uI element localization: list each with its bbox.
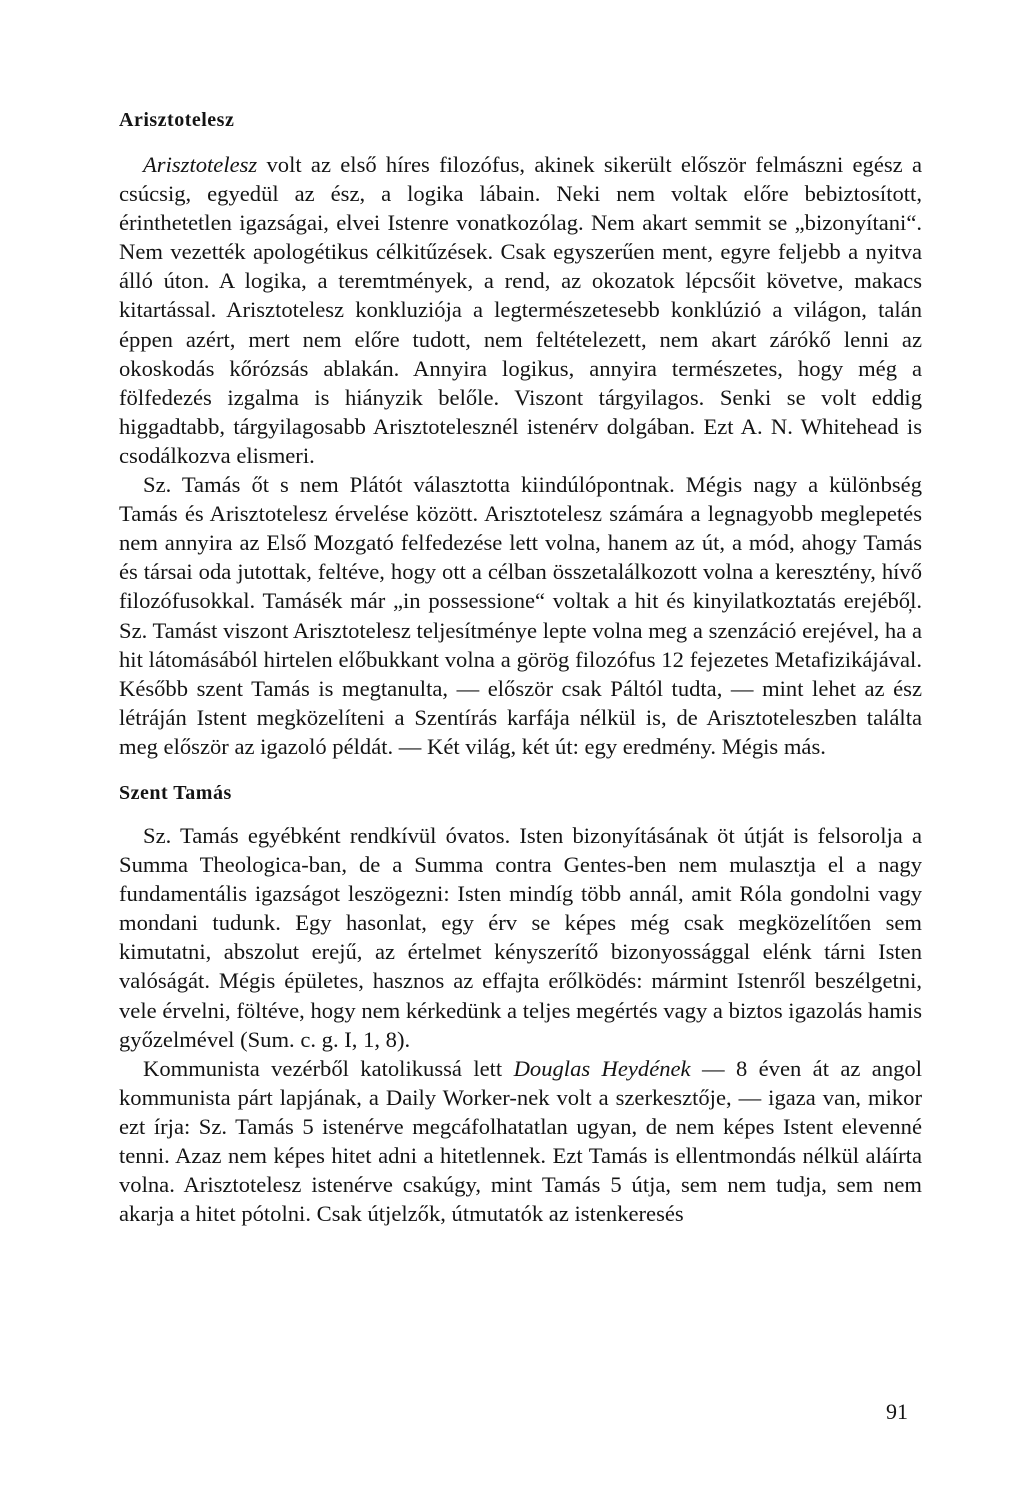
paragraph-1 [119,150,922,470]
paragraph-3: Sz. Tamás egyébként rendkívül óvatos. Isten bizonyításának öt útját is felsorolja a Summa Theologica-ban, de a Summa contra Gentes-ben nem mulasztja el a nagy fundamentális igazságot leszögezni: Isten mindíg több annál, amit Róla gondolni vagy mondani tudunk. Egy hasonlat, egy érv se képes még csak megközelítően sem kimutatni, abszolut erejű, az értelmet kényszerítő bizonyossággal elénk tárni Isten valóságát. Mégis épületes, hasznos az effajta erőlködés: mármint Istenről beszélgetni, vele érvelni, föltéve, hogy nem kérkedünk a teljes megértés vagy a biztos igazolás hamis győzelmével (Sum. c. g. I, 1, 8). [119,822,922,1052]
italic-name-arisztotelesz: Arisztotelesz [143,152,258,177]
page-body [119,108,922,1228]
section-heading-arisztotelesz: Arisztotelesz [119,109,235,131]
paragraph-4-lead: Kommunista vezérből katolikussá lett [143,1055,514,1081]
section-heading-szent-tamas: Szent Tamás [119,781,232,804]
page-number: 91 [886,1399,908,1424]
paragraph-4-text: — 8 éven át az angol kommunista párt lapjának, a Daily Worker-nek volt a szerkesztője, — igaza van, mikor ezt írja: Sz. Tamás 5 istenérve megcáfolhatatlan ugyan, de nem képes Istent elevenné tenni. Azaz nem képes hitet adni a hitetlennek. Ezt Tamás is ellentmondás nélkül aláírta volna. Arisztotelesz istenérve csakúgy, mint Tamás 5 útja, sem nem tudja, sem nem akarja a hitet pótolni. Csak útjelzők, útmutatók az istenkeresés [119,1055,922,1227]
paragraph-4 [119,1054,922,1229]
italic-name-douglas-hyde: Douglas Heydének [513,1055,691,1081]
paragraph-2: Sz. Tamás őt s nem Plátót választotta kiindúlópontnak. Mégis nagy a különbség Tamás és Arisztotelesz érvelése között. Arisztotelesz számára a legnagyobb meglepetés nem annyira az Első Mozgató felfedezése lett volna, hanem az út, a mód, ahogy Tamás és társai oda jutottak, feltéve, hogy ott a célban összetalálkozott volna a keresztény, hívő filozófusokkal. Tamásék már „in possessione“ voltak a hit és kinyilatkoztatás erejébő̦l. Sz. Tamást viszont Arisztotelesz teljesítménye lepte volna meg a szenzáció erejével, ha a hit látomásából hirtelen előbukkant volna a görög filozófus 12 fejezetes Metafizikájával. Később szent Tamás is megtanulta, — először csak Páltól tudta, — mint lehet az ész létráján Istent megközelíteni a Szentírás karfája nélkül is, de Arisztoteleszben találta meg először az igazoló példát. — Két világ, két út: egy eredmény. Mégis más. [119,472,922,759]
paragraph-1-text: volt az első híres filozófus, akinek sikerült először felmászni egész a csúcsig, egyedül az ész, a logika lábain. Neki nem voltak előre bebiztosított, érinthetetlen igazságai, elvei Istenre vonatkozólag. Nem akart semmit se „bizonyítani“. Nem vezették apologétikus célkitűzések. Csak egyszerűen ment, egyre feljebb a nyitva álló úton. A logika, a teremtmények, a rend, az okozatok lépcsőit követve, makacs kitartással. Arisztotelesz konkluziója a legtermészetesebb konklúzió a világon, talán éppen azért, mert nem előre tudott, nem feltételezett, nem akart zárókő lenni az okoskodás kőrózsás ablakán. Annyira logikus, annyira természetes, hogy még a fölfedezés izgalma is hiányzik belőle. Viszont tárgyilagos. Senki se volt eddig higgadtabb, tárgyilagosabb Arisztotelesznél istenérv dolgában. Ezt A. N. Whitehead is csodálkozva elismeri. [119,152,922,468]
